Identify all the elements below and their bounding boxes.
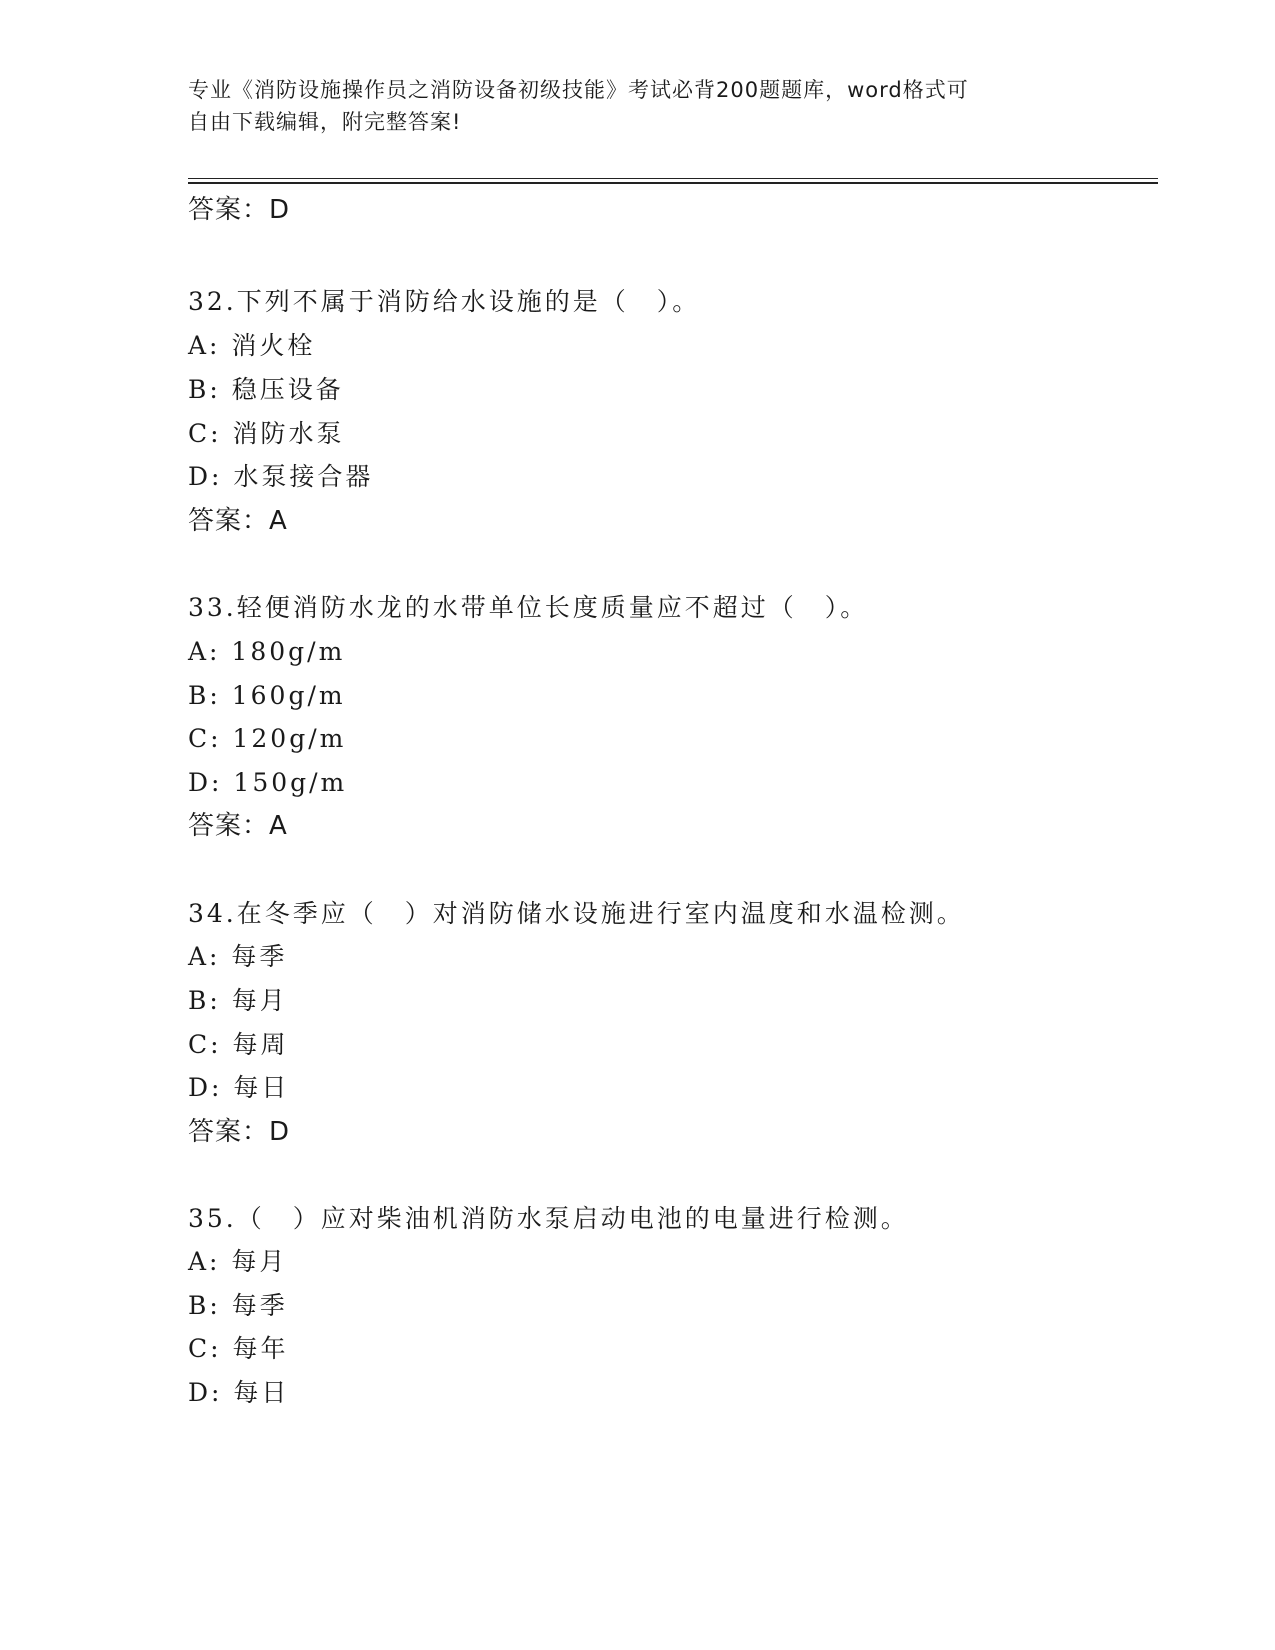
option-a: A: 每季 xyxy=(188,942,288,971)
header-divider-thick xyxy=(188,182,1158,184)
answer-line: 答案：A xyxy=(188,506,288,536)
question-stem: 35.（ ）应对柴油机消防水泵启动电池的电量进行检测。 xyxy=(188,1204,909,1233)
answer-line: 答案：D xyxy=(188,195,291,225)
answer-line: 答案：A xyxy=(188,811,288,841)
option-b: B: 稳压设备 xyxy=(188,375,344,404)
option-c: C: 每周 xyxy=(188,1030,289,1059)
option-b: B: 每季 xyxy=(188,1291,288,1320)
option-d: D: 每日 xyxy=(188,1073,290,1102)
answer-line: 答案：D xyxy=(188,1117,291,1147)
header-divider-thin xyxy=(188,178,1158,179)
option-b: B: 160g/m xyxy=(188,681,346,710)
option-c: C: 每年 xyxy=(188,1334,289,1363)
question-stem: 32.下列不属于消防给水设施的是（ ）。 xyxy=(188,287,701,316)
document-header xyxy=(188,74,1068,138)
option-c: C: 120g/m xyxy=(188,724,347,753)
option-d: D: 每日 xyxy=(188,1378,290,1407)
option-a: A: 消火栓 xyxy=(188,331,316,360)
option-a: A: 每月 xyxy=(188,1247,288,1276)
question-stem: 34.在冬季应（ ）对消防储水设施进行室内温度和水温检测。 xyxy=(188,899,965,928)
option-a: A: 180g/m xyxy=(188,637,346,666)
option-b: B: 每月 xyxy=(188,986,288,1015)
option-d: D: 150g/m xyxy=(188,768,348,797)
header-line-2: 自由下载编辑，附完整答案! xyxy=(188,110,462,134)
question-stem: 33.轻便消防水龙的水带单位长度质量应不超过（ ）。 xyxy=(188,593,869,622)
option-c: C: 消防水泵 xyxy=(188,419,345,448)
header-line-1: 专业《消防设施操作员之消防设备初级技能》考试必背200题题库，word格式可 xyxy=(188,78,969,102)
option-d: D: 水泵接合器 xyxy=(188,462,374,491)
